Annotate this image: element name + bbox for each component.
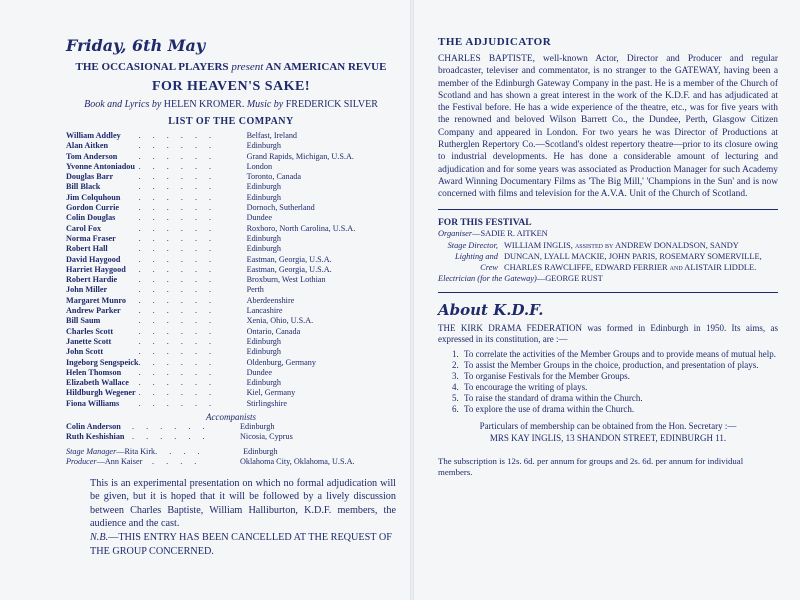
company-member-row — [66, 368, 355, 378]
company-member-name: Robert Hall — [66, 244, 108, 254]
company-member-name: Helen Thomson — [66, 367, 122, 377]
company-member-place: Stirlingshire — [246, 398, 288, 408]
company-member-place: Xenia, Ohio, U.S.A. — [246, 316, 314, 326]
secretary-line: MRS KAY INGLIS, 13 SHANDON STREET, EDINBURGH 11. — [489, 432, 727, 443]
company-member-name: Harriet Haygood — [66, 264, 126, 274]
company-member-place: Edinburgh — [246, 244, 281, 254]
company-member-place: Kiel, Germany — [246, 388, 296, 398]
company-member-name: Fiona Williams — [66, 398, 120, 408]
crew-role-name — [66, 447, 155, 457]
company-member-row — [66, 172, 355, 182]
company-member-name: William Addley — [66, 131, 121, 140]
stage-crew-line — [438, 240, 778, 273]
company-member-row — [66, 378, 355, 388]
crew-role-name — [66, 457, 152, 467]
company-member-name: John Scott — [66, 347, 104, 357]
nb-text: —THIS ENTRY HAS BEEN CANCELLED AT THE REQUEST OF THE GROUP CONCERNED. — [90, 531, 392, 557]
company-member-row — [66, 182, 355, 192]
company-member-place: Dundee — [246, 367, 273, 377]
divider-1 — [438, 209, 778, 210]
company-member-place: Edinburgh — [246, 378, 281, 388]
aim-item — [452, 349, 778, 360]
company-member-name: Robert Hardie — [66, 275, 118, 285]
leader-dots: . . . . . . — [138, 306, 217, 316]
leader-dots: . . . . . . — [138, 347, 217, 357]
company-member-row — [66, 203, 355, 213]
company-member-row — [66, 193, 355, 203]
leader-dots: . . . . . . — [138, 213, 217, 223]
company-member-name: Alan Aitken — [66, 141, 109, 151]
presenter-name: THE OCCASIONAL PLAYERS — [75, 61, 229, 73]
cancellation-note — [66, 531, 396, 558]
company-member-place: Lancashire — [246, 306, 283, 316]
leader-dots: . . . . . . — [138, 203, 217, 213]
crew-place: Edinburgh — [243, 446, 278, 456]
about-kdf-heading: About K.D.F. — [438, 300, 544, 319]
company-member-name: Tom Anderson — [66, 151, 118, 161]
company-member-place: Edinburgh — [246, 336, 281, 346]
leader-dots: . . . . . . — [138, 398, 217, 408]
aim-text: To organise Festivals for the Member Groups. — [464, 371, 630, 382]
company-member-place: Toronto, Canada — [246, 172, 302, 182]
stage-crew-names: WILLIAM INGLIS, assisted by ANDREW DONALDSON, SANDY DUNCAN, LYALL MACKIE, JOHN PARIS, ROSEMARY SOMERVILLE, CHARLES RAWCLIFFE, EDWARD FERRIER and ALISTAIR LIDDLE. — [504, 240, 762, 272]
company-member-name: David Haygood — [66, 254, 121, 264]
adjudicator-text: CHARLES BAPTISTE, well-known Actor, Director and Producer and regular broadcaster, televiser and commentator, is no stranger to the GATEWAY, having been a member of the Edinburgh Gateway Company in the past. He is a member of the Church of Scotland and has shown a great interest in the work of the K.D.F. and has adjudicated at the Festival before. He has a wide experience of the theatre, etc., was for five years with the renowned and beloved Wilson Barrett Co., the Dundee, Perth, Glasgow Citizen Company and appeared in London. For two years he was Director of Productions at Rutherglen Repertory Co.—Scotland's oldest repertory theatre—prior to its closure owing to industrial developments. He has done a considerable amount of lecturing and adjudication and for some years was associated as Production Manager for such Academy Award Winning Documentary Films as 'The Big Mill,' 'Champions in the Sun' and is now concerned with films and television for the A.V.A. Unit of the Church of Scotland. — [438, 54, 778, 200]
page-fold — [410, 0, 414, 600]
left-page — [66, 36, 396, 558]
company-member-row — [66, 265, 355, 275]
company-member-place: Aberdeenshire — [246, 295, 295, 305]
leader-dots: . . . . . . — [138, 192, 217, 202]
company-member-name: Bill Saum — [66, 316, 101, 326]
leader-dots: . . . . . . — [138, 161, 217, 171]
kdf-intro: THE KIRK DRAMA FEDERATION was formed in Edinburgh in 1950. Its aims, as expressed in its constitution, are :— — [438, 322, 778, 344]
company-member-name: Ingeborg Sengspeick — [66, 357, 139, 367]
electrician-line — [438, 273, 778, 284]
aim-text: To assist the Member Groups in the choice, production, and presentation of plays. — [464, 360, 759, 371]
crew-role: Stage Manager — [66, 446, 117, 456]
company-member-row — [66, 224, 355, 234]
leader-dots: . . . . . . — [138, 151, 217, 161]
leader-dots: . . . . . . — [138, 233, 217, 243]
company-member-row — [66, 399, 355, 409]
company-member-name: Bill Black — [66, 182, 101, 192]
company-member-row — [66, 244, 355, 254]
company-member-name: Douglas Barr — [66, 172, 114, 182]
festival-heading: FOR THIS FESTIVAL — [438, 217, 532, 228]
company-member-place: Edinburgh — [246, 347, 281, 357]
leader-dots: . . . . . . — [138, 378, 217, 388]
accompanist-row — [66, 422, 293, 432]
company-member-name: Colin Douglas — [66, 213, 116, 223]
leader-dots: . . . . . . — [138, 264, 217, 274]
company-member-row — [66, 337, 355, 347]
leader-dots: . . . . . . — [138, 295, 217, 305]
nb-label: N.B. — [90, 531, 109, 543]
company-member-place: London — [246, 161, 273, 171]
company-member-name: John Miller — [66, 285, 108, 295]
company-member-row — [66, 131, 355, 141]
aim-number: 5. — [452, 393, 459, 404]
accompanists-heading: Accompanists — [206, 412, 256, 423]
leader-dots: . . . . . . — [138, 141, 217, 151]
electrician-name: —GEORGE RUST — [536, 273, 603, 283]
company-member-row — [66, 141, 355, 151]
company-member-place: Dornoch, Sutherland — [246, 203, 315, 213]
company-member-place: Oldenburg, Germany — [246, 357, 316, 367]
company-member-place: Roxboro, North Carolina, U.S.A. — [246, 223, 356, 233]
aim-number: 4. — [452, 382, 459, 393]
company-member-name: Charles Scott — [66, 326, 114, 336]
company-member-row — [66, 316, 355, 326]
company-member-name: Norma Fraser — [66, 233, 116, 243]
company-member-place: Belfast, Ireland — [246, 131, 298, 140]
crew-row — [66, 447, 396, 457]
stage-crew-label: Stage Director, Lighting and Crew — [447, 240, 498, 272]
accompanist-name: Colin Anderson — [66, 422, 121, 432]
event-date: Friday, 6th May — [66, 36, 206, 55]
accompanists-table — [66, 422, 293, 443]
organiser-line — [438, 228, 778, 239]
company-member-row — [66, 327, 355, 337]
company-member-place: Edinburgh — [246, 192, 281, 202]
company-member-name: Jim Colquhoun — [66, 192, 121, 202]
company-member-row — [66, 347, 355, 357]
aim-text: To explore the use of drama within the Church. — [464, 404, 635, 415]
leader-dots: . . . . — [155, 446, 205, 456]
company-member-name: Carol Fox — [66, 223, 102, 233]
leader-dots: . . . . . . — [138, 388, 217, 398]
aim-text: To correlate the activities of the Member Groups and to provide means of mutual help. — [464, 349, 777, 360]
aim-text: To raise the standard of drama within the Church. — [464, 393, 643, 404]
show-title: FOR HEAVEN'S SAKE! — [151, 79, 311, 94]
revue-label: AN AMERICAN REVUE — [265, 61, 387, 73]
subscription-note: The subscription is 12s. 6d. per annum for groups and 2s. 6d. per annum for individual members. — [438, 456, 744, 478]
membership-info — [438, 421, 778, 444]
accompanist-row — [66, 432, 293, 442]
company-member-place: Eastman, Georgia, U.S.A. — [246, 254, 332, 264]
company-member-row — [66, 255, 355, 265]
company-member-place: Ontario, Canada — [246, 326, 301, 336]
company-member-row — [66, 306, 355, 316]
present-word: present — [231, 61, 264, 73]
presenter-line — [66, 61, 396, 73]
company-member-place: Perth — [246, 285, 264, 295]
company-member-name: Hildburgh Wegener — [66, 388, 136, 398]
company-table — [66, 131, 355, 409]
company-member-row — [66, 152, 355, 162]
aim-item — [452, 404, 778, 415]
leader-dots: . . . . . . — [138, 244, 217, 254]
company-member-name: Gordon Currie — [66, 203, 119, 213]
electrician-label: Electrician (for the Gateway) — [438, 273, 537, 283]
leader-dots: . . . . . . — [138, 254, 217, 264]
accompanist-place: Edinburgh — [240, 422, 275, 432]
leader-dots: . . . . . . — [138, 275, 217, 285]
company-member-place: Edinburgh — [246, 141, 281, 151]
crew-list — [66, 447, 396, 467]
crew-place: Oklahoma City, Oklahoma, U.S.A. — [240, 456, 355, 466]
aim-text: To encourage the writing of plays. — [464, 382, 588, 393]
company-member-place: Dundee — [246, 213, 273, 223]
company-member-place: Grand Rapids, Michigan, U.S.A. — [246, 151, 354, 161]
leader-dots: . . . . . . — [138, 367, 217, 377]
leader-dots: . . . . . . — [138, 223, 217, 233]
accompanist-name: Ruth Keshishian — [66, 432, 125, 442]
leader-dots: . . . . . . — [138, 285, 217, 295]
right-page — [438, 36, 778, 478]
divider-2 — [438, 292, 778, 293]
company-member-row — [66, 162, 355, 172]
aims-list — [452, 349, 778, 415]
company-member-row — [66, 275, 355, 285]
music-credit-label: Music by — [246, 99, 284, 110]
company-member-row — [66, 358, 355, 368]
aim-item — [452, 371, 778, 382]
aim-number: 3. — [452, 371, 459, 382]
company-member-place: Broxburn, West Lothian — [246, 275, 326, 285]
aim-item — [452, 382, 778, 393]
company-member-place: Eastman, Georgia, U.S.A. — [246, 264, 332, 274]
crew-role: Producer — [66, 456, 97, 466]
crew-row — [66, 457, 396, 467]
membership-line: Particulars of membership can be obtained from the Hon. Secretary :— — [479, 421, 737, 432]
crew-name: —Rita Kirk — [116, 446, 156, 456]
leader-dots: . . . . . . — [138, 326, 217, 336]
aim-item — [452, 393, 778, 404]
leader-dots: . . . . . . — [138, 172, 217, 182]
organiser-label: Organiser — [438, 228, 473, 238]
leader-dots: . . . . . . — [132, 422, 210, 432]
accompanist-place: Nicosia, Cyprus — [240, 432, 293, 442]
company-list-title: LIST OF THE COMPANY — [168, 116, 294, 127]
leader-dots: . . . . . . — [138, 131, 217, 140]
aim-number: 1. — [452, 349, 459, 360]
company-member-row — [66, 234, 355, 244]
crew-name: —Ann Kaiser — [96, 456, 143, 466]
discussion-note: This is an experimental presentation on which no formal adjudication will be given, but it is hoped that it will be followed by a lively discussion between Charles Baptiste, William Halliburton, K.D.F. members, the audience and the cast. — [90, 477, 396, 530]
adjudicator-heading: THE ADJUDICATOR — [438, 36, 552, 48]
leader-dots: . . . . — [152, 456, 202, 466]
aim-number: 2. — [452, 360, 459, 371]
company-member-row — [66, 285, 355, 295]
leader-dots: . . . . . . — [132, 432, 210, 442]
company-member-name: Yvonne Antoniadou — [66, 161, 135, 171]
leader-dots: . . . . . . — [138, 357, 217, 367]
company-member-row — [66, 213, 355, 223]
leader-dots: . . . . . . — [138, 316, 217, 326]
aim-item — [452, 360, 778, 371]
book-credit-label: Book and Lyrics by — [84, 99, 162, 110]
organiser-name: —SADIE R. AITKEN — [472, 228, 548, 238]
company-member-name: Andrew Parker — [66, 306, 121, 316]
company-member-name: Janette Scott — [66, 336, 112, 346]
aim-number: 6. — [452, 404, 459, 415]
company-member-row — [66, 388, 355, 398]
leader-dots: . . . . . . — [138, 182, 217, 192]
leader-dots: . . . . . . — [138, 336, 217, 346]
company-member-name: Margaret Munro — [66, 295, 126, 305]
company-member-row — [66, 296, 355, 306]
music-credit-name: FREDERICK SILVER — [285, 99, 378, 110]
company-member-place: Edinburgh — [246, 182, 281, 192]
credits-line — [66, 99, 396, 110]
company-member-name: Elizabeth Wallace — [66, 378, 129, 388]
company-member-place: Edinburgh — [246, 233, 281, 243]
book-credit-name: HELEN KROMER. — [163, 99, 245, 110]
